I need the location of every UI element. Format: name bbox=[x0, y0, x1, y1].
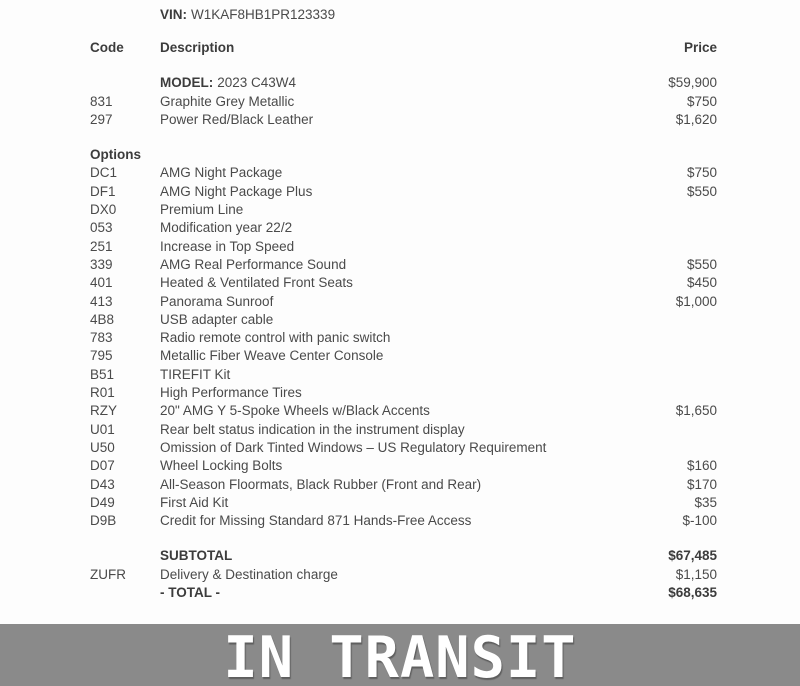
price-cell: $-100 bbox=[682, 513, 717, 529]
price-cell: $750 bbox=[686, 165, 717, 181]
description-cell: Increase in Top Speed bbox=[160, 238, 295, 254]
table-row bbox=[0, 457, 800, 475]
price-cell: $68,635 bbox=[668, 585, 717, 601]
price-cell: $1,650 bbox=[675, 403, 717, 419]
description-cell: First Aid Kit bbox=[160, 494, 229, 510]
section-spacer bbox=[0, 530, 800, 547]
price-cell: $67,485 bbox=[668, 548, 717, 564]
code-cell: DX0 bbox=[90, 202, 117, 218]
table-row bbox=[0, 164, 800, 182]
table-row bbox=[0, 439, 800, 457]
table-row bbox=[0, 293, 800, 311]
price-cell: $1,620 bbox=[675, 111, 717, 127]
description-cell: AMG Night Package bbox=[160, 165, 283, 181]
description-cell: Power Red/Black Leather bbox=[160, 111, 314, 127]
options-rows-section bbox=[0, 164, 800, 530]
code-cell: 783 bbox=[90, 330, 113, 346]
banner-text: IN TRANSIT bbox=[223, 625, 577, 686]
code-cell: U01 bbox=[90, 421, 115, 437]
vehicle-rows-section bbox=[0, 74, 800, 129]
table-row bbox=[0, 347, 800, 365]
description-cell: - TOTAL - bbox=[160, 585, 220, 601]
price-cell: $550 bbox=[686, 256, 717, 272]
code-cell: 297 bbox=[90, 111, 113, 127]
code-cell: U50 bbox=[90, 439, 115, 455]
price-cell: $1,000 bbox=[675, 293, 717, 309]
table-row bbox=[0, 421, 800, 439]
price-cell: $35 bbox=[694, 494, 717, 510]
price-cell: $750 bbox=[686, 93, 717, 109]
price-column-header: Price bbox=[683, 40, 717, 55]
table-row bbox=[0, 183, 800, 201]
code-cell: 795 bbox=[90, 348, 113, 364]
table-row bbox=[0, 584, 800, 602]
description-cell: Modification year 22/2 bbox=[160, 220, 293, 236]
code-cell: D43 bbox=[90, 476, 115, 492]
code-cell: DF1 bbox=[90, 183, 116, 199]
vin-value: W1KAF8HB1PR123339 bbox=[191, 7, 336, 22]
description-cell: High Performance Tires bbox=[160, 385, 302, 401]
code-cell: D49 bbox=[90, 494, 115, 510]
description-cell: Omission of Dark Tinted Windows – US Regulatory Requirement bbox=[160, 439, 547, 455]
vin-label: VIN: bbox=[160, 7, 187, 22]
description-cell: TIREFIT Kit bbox=[160, 366, 231, 382]
description-cell: Wheel Locking Bolts bbox=[160, 458, 283, 474]
code-cell: 053 bbox=[90, 220, 113, 236]
code-cell: B51 bbox=[90, 366, 115, 382]
table-row bbox=[0, 402, 800, 420]
table-row bbox=[0, 219, 800, 237]
description-cell: Panorama Sunroof bbox=[160, 293, 274, 309]
code-cell: 401 bbox=[90, 275, 113, 291]
description-cell: Graphite Grey Metallic bbox=[160, 93, 295, 109]
code-cell: 413 bbox=[90, 293, 113, 309]
table-row bbox=[0, 274, 800, 292]
price-cell: $160 bbox=[686, 458, 717, 474]
code-cell: R01 bbox=[90, 385, 115, 401]
price-cell: $170 bbox=[686, 476, 717, 492]
table-row bbox=[0, 201, 800, 219]
section-spacer bbox=[0, 57, 800, 74]
table-header-row bbox=[0, 39, 800, 57]
description-cell: Metallic Fiber Weave Center Console bbox=[160, 348, 384, 364]
in-transit-banner bbox=[0, 624, 800, 686]
description-cell: Delivery & Destination charge bbox=[160, 566, 338, 582]
price-cell: $1,150 bbox=[675, 566, 717, 582]
price-cell: $450 bbox=[686, 275, 717, 291]
description-cell: AMG Real Performance Sound bbox=[160, 256, 347, 272]
table-row bbox=[0, 494, 800, 512]
description-cell: SUBTOTAL bbox=[160, 548, 233, 564]
table-row bbox=[0, 74, 800, 92]
summary-rows-section bbox=[0, 547, 800, 602]
table-row bbox=[0, 566, 800, 584]
table-row bbox=[0, 384, 800, 402]
price-cell: $59,900 bbox=[668, 75, 717, 91]
table-row bbox=[0, 476, 800, 494]
description-label: MODEL: bbox=[160, 75, 214, 91]
vin-row bbox=[160, 6, 800, 24]
description-cell: Heated & Ventilated Front Seats bbox=[160, 275, 353, 291]
price-cell: $550 bbox=[686, 183, 717, 199]
description-cell: MODEL: 2023 C43W4 bbox=[160, 75, 297, 91]
table-row bbox=[0, 311, 800, 329]
description-cell: All-Season Floormats, Black Rubber (Front and Rear) bbox=[160, 476, 482, 492]
options-section-header: Options bbox=[90, 147, 141, 163]
code-cell: 831 bbox=[90, 93, 113, 109]
table-row bbox=[0, 256, 800, 274]
code-column-header: Code bbox=[90, 40, 124, 55]
table-row bbox=[0, 366, 800, 384]
description-cell: Rear belt status indication in the instrument display bbox=[160, 421, 465, 437]
code-cell: D07 bbox=[90, 458, 115, 474]
window-sticker-document bbox=[0, 6, 800, 686]
table-row bbox=[0, 329, 800, 347]
code-cell: ZUFR bbox=[90, 566, 126, 582]
code-cell: 4B8 bbox=[90, 311, 115, 327]
table-row bbox=[0, 547, 800, 565]
description-cell: Radio remote control with panic switch bbox=[160, 330, 391, 346]
table-row bbox=[0, 512, 800, 530]
description-cell: 20" AMG Y 5-Spoke Wheels w/Black Accents bbox=[160, 403, 430, 419]
code-cell: D9B bbox=[90, 513, 117, 529]
table-row bbox=[0, 93, 800, 111]
options-section-header-row bbox=[0, 146, 800, 164]
description-cell: AMG Night Package Plus bbox=[160, 183, 313, 199]
code-cell: 251 bbox=[90, 238, 113, 254]
table-row bbox=[0, 111, 800, 129]
table-row bbox=[0, 238, 800, 256]
description-cell: Premium Line bbox=[160, 202, 244, 218]
description-cell: Credit for Missing Standard 871 Hands-Free Access bbox=[160, 513, 472, 529]
code-cell: RZY bbox=[90, 403, 117, 419]
description-cell: USB adapter cable bbox=[160, 311, 274, 327]
section-spacer bbox=[0, 129, 800, 146]
code-cell: 339 bbox=[90, 256, 113, 272]
code-cell: DC1 bbox=[90, 165, 118, 181]
description-column-header: Description bbox=[160, 40, 235, 55]
